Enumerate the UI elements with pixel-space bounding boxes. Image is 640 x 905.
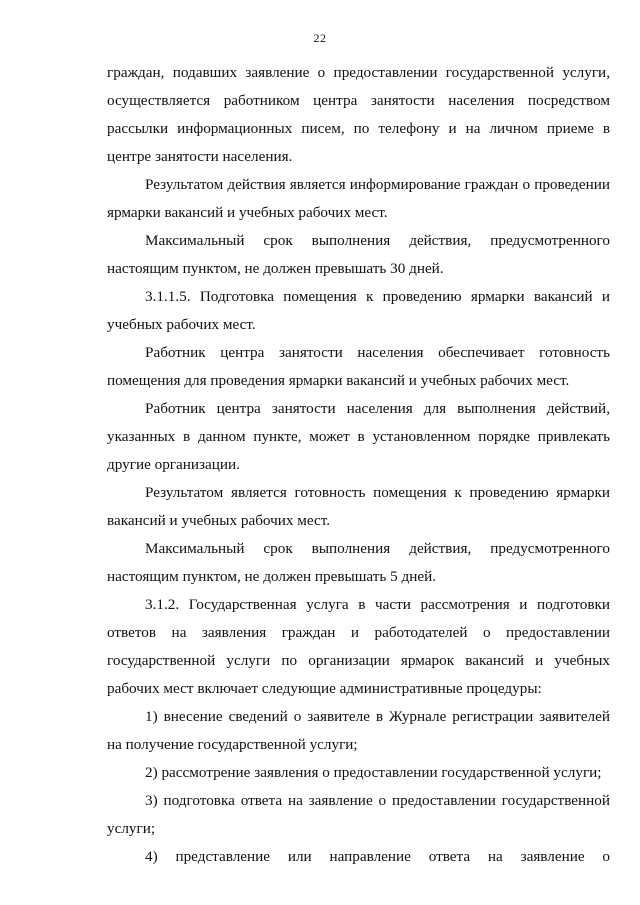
paragraph-4: 3.1.1.5. Подготовка помещения к проведению ярмарки вакансий и учебных рабочих мест.	[107, 288, 610, 333]
paragraph-2: Результатом действия является информирование граждан о проведении ярмарки вакансий и учебных рабочих мест.	[107, 176, 610, 221]
page-number: 22	[313, 31, 327, 45]
list-item-2: 2) рассмотрение заявления о предоставлении государственной услуги;	[145, 764, 602, 781]
paragraph-8: Максимальный срок выполнения действия, предусмотренного настоящим пунктом, не должен превышать 5 дней.	[107, 540, 610, 585]
list-item-4: 4) представление или направление ответа на заявление о	[145, 848, 610, 865]
list-item-1: 1) внесение сведений о заявителе в Журнале регистрации заявителей на получение государственной услуги;	[107, 708, 610, 753]
list-item-3: 3) подготовка ответа на заявление о предоставлении государственной услуги;	[107, 792, 610, 837]
paragraph-1: граждан, подавших заявление о предоставлении государственной услуги, осуществляется работником центра занятости населения посредством рассылки информационных писем, по телефону и на личном приеме в центре занятости населения.	[107, 64, 610, 165]
paragraph-9: 3.1.2. Государственная услуга в части рассмотрения и подготовки ответов на заявления граждан и работодателей о предоставлении государственной услуги по организации ярмарок вакансий и учебных рабочих мест включает следующие административные процедуры:	[107, 596, 610, 697]
paragraph-6: Работник центра занятости населения для выполнения действий, указанных в данном пункте, может в установленном порядке привлекать другие организации.	[107, 400, 610, 473]
paragraph-3: Максимальный срок выполнения действия, предусмотренного настоящим пунктом, не должен превышать 30 дней.	[107, 232, 610, 277]
paragraph-7: Результатом является готовность помещения к проведению ярмарки вакансий и учебных рабочих мест.	[107, 484, 610, 529]
paragraph-5: Работник центра занятости населения обеспечивает готовность помещения для проведения ярмарки вакансий и учебных рабочих мест.	[107, 344, 610, 389]
document-body	[107, 59, 610, 871]
